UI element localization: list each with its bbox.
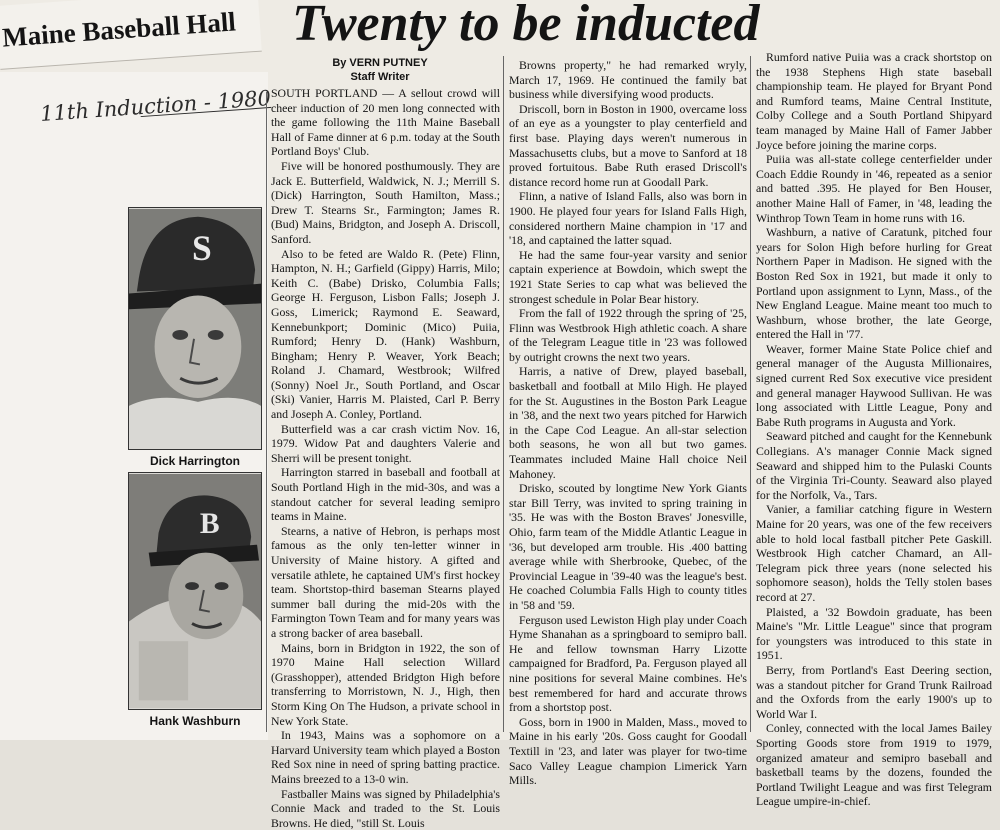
article-paragraph: In 1943, Mains was a sophomore on a Harvard University team which played a Boston Red Sox nine in need of spring batting practice. Mains breezed to a 13-0 win. [271,728,500,786]
article-paragraph: Ferguson used Lewiston High play under Coach Hyme Shanahan as a springboard to semipro ball. He and fellow townsman Harry Lizotte campaigned for Bradford, Pa. Ferguson played all nine positions for several Maine combines. He's best remembered for hard and accurate throws from a shortstop post. [509,613,747,715]
article-paragraph: Fastballer Mains was signed by Philadelphia's Connie Mack and traded to the St. Louis Browns. He died, "still St. Louis [271,787,500,830]
photo-caption: Hank Washburn [128,714,262,728]
article-paragraph: Browns property," he had remarked wryly, March 17, 1969. He continued the family bat business while diversifying wood products. [509,58,747,102]
article-paragraph: From the fall of 1922 through the spring of '25, Flinn was Westbrook High athletic coach. A share of the Telegram League title in '23 was followed by outright crowns the next two years. [509,306,747,364]
article-paragraph: Stearns, a native of Hebron, is perhaps most famous as the only ten-letter winner in University of Maine history. A gifted and versatile athlete, he captained UM's first hockey team. Shortstop-third baseman Stearns played summer ball during the mid-20s with the Farmington Town Team and for many years was a strong backer of area baseball. [271,524,500,641]
article-paragraph: He had the same four-year varsity and senior captain experience at Bowdoin, which swept the 1921 State Series to cap what was believed the strongest schedule in Polar Bear history. [509,248,747,306]
article-column [271,86,500,736]
article-paragraph: Butterfield was a car crash victim Nov. 16, 1979. Widow Pat and daughters Valerie and Sherri will be present tonight. [271,422,500,466]
photo-caption: Dick Harrington [128,454,262,468]
article-paragraph: Drisko, scouted by longtime New York Giants star Bill Terry, was invited to spring training in '35. He was with the Boston Braves' Jonesville, Ohio, farm team of the Middle Atlantic League in '36, but developed arm trouble. His .400 batting average while with Sherbrooke, Quebec, of the Provincial League in '39-40 was the league's best. He coached Columbia Falls High to county titles in '58 and '59. [509,481,747,612]
article-paragraph: Weaver, former Maine State Police chief and general manager of the Augusta Millionaires, signed current Red Sox executive vice president and general manager Haywood Sullivan. He was long associated with Little League, Pony and Babe Ruth programs in Augusta and York. [756,342,992,430]
svg-text:S: S [192,228,212,268]
column-rule [266,92,267,732]
column-rule [503,56,504,732]
article-paragraph: Mains, born in Bridgton in 1922, the son of 1970 Maine Hall selection Willard (Grasshopper), attended Bridgton High before transferring to Morristown, N. J., High, then Storm King On The Hudson, a private school in New York State. [271,641,500,729]
handwritten-note-text: 11th Induction - 1980 [39,86,271,126]
player-photo [128,472,262,710]
column-rule [750,56,751,732]
player-portrait-icon [129,208,261,449]
article-paragraph: Five will be honored posthumously. They are Jack E. Butterfield, Waldwick, N. J.; Merrill S. (Dick) Harrington, South Hamilton, Mass.; Drew T. Stearns Sr., Farmington; James R. (Bud) Mains, Bridgton, and Joseph A. Driscoll, Sanford. [271,159,500,247]
article-paragraph: Seaward pitched and caught for the Kennebunk Collegians. A's manager Connie Mack signed Seaward and shipped him to the Pulaski Counts of the Virginia Tri-County. Seaward also played for the Norfolk, Va., Tars. [756,429,992,502]
byline [300,56,460,84]
article-paragraph: Rumford native Puiia was a crack shortstop on the 1938 Stephens High state baseball championship team. He played for Bryant Pond and Rumford teams, Maine Central Institute, Colby College and a South Portland Shipyard team managed by Maine Hall of Famer Jabber Joyce before joining the marine corps. [756,50,992,152]
article-paragraph: Goss, born in 1900 in Malden, Mass., moved to Maine in his early '20s. Goss caught for Goodall Textill in '23, and later was player for two-time Saco Valley League champion Limerick Yarn Mills. [509,715,747,788]
article-paragraph: Puiia was all-state college centerfielder under Coach Eddie Roundy in '46, repeated as a senior and batted .395. He played for Ben Houser, another Maine Hall of Famer, in '48, leading the Winthrop Town Team in home runs with 16. [756,152,992,225]
article-paragraph: Also to be feted are Waldo R. (Pete) Flinn, Hampton, N. H.; Garfield (Gippy) Harris, Milo; Keith C. (Babe) Drisko, Columbia Falls; George H. Ferguson, Lisbon Falls; Joseph J. Goss, Limerick; Raymond E. Seaward, Kennebunkport; Dominic (Mico) Puiia, Rumford; Henry D. (Hank) Washburn, Bingham; Henry P. Weaver, York Beach; Roland J. Chamard, Westbrook; Wilfred (Sonny) Noel Jr., South Portland, and Oscar (Ski) Vanier, Harris M. Plaisted, Carl P. Berry and Joseph A. Conley, Portland. [271,247,500,422]
article-paragraph: Berry, from Portland's East Deering section, was a standout pitcher for Grand Trunk Railroad and the Oxfords from the early 1900's up to World War I. [756,663,992,721]
headline: Twenty to be inducted [292,0,992,54]
article-paragraph: SOUTH PORTLAND — A sellout crowd will cheer induction of 20 men long connected with the game following the 11th Maine Baseball Hall of Fame dinner at 6 p.m. today at the South Portland Boys' Club. [271,86,500,159]
svg-text:B: B [200,508,220,540]
article-paragraph: Vanier, a familiar catching figure in Western Maine for 20 years, was one of the few receivers able to hold local fastball pitcher Pete Gaskill. Westbrook High catcher Chamard, an All-Telegram pick three years (none selected his sophomore season), holds the Telly stolen bases record at 27. [756,502,992,604]
article-paragraph: Harris, a native of Drew, played baseball, basketball and football at Milo High. He played for the St. Augustines in the Boston Park League in '38, and the next two years pitched for Harwich in the Cape Cod League. An all-star selection both seasons, he won all but two games. Teammates included Maine Hall choice Neil Mahoney. [509,364,747,481]
article-paragraph: Conley, connected with the local James Bailey Sporting Goods store from 1919 to 1979, organized amateur and semipro baseball and basketball teams by the dozens, founded the Portland Twilight League and was first Telegram League umpire-in-chief. [756,721,992,809]
player-portrait-icon [129,473,261,709]
section-label: Maine Baseball Hall [0,0,262,70]
article-paragraph: Washburn, a native of Caratunk, pitched four years for Solon High before hurling for Great Northern Paper in Madison. He signed with the Boston Red Sox in 1921, but made it only to Portland upon assignment to Lynn, Mass., of the New England League. Maine meant too much to Washburn, whose brother, the late George, entered the Hall in '77. [756,225,992,342]
article-paragraph: Plaisted, a '32 Bowdoin graduate, has been Maine's "Mr. Little League" since that program for youngsters was introduced to this state in 1951. [756,605,992,663]
player-photo [128,207,262,450]
article-paragraph: Flinn, a native of Island Falls, also was born in 1900. He played four years for Island Falls High, considered northern Maine champion in '17 and '18, and captained the latter squad. [509,189,747,247]
byline-author: By VERN PUTNEY [300,56,460,70]
article-paragraph: Harrington starred in baseball and football at South Portland High in the mid-30s, and was a standout catcher for several leading semipro teams in Maine. [271,465,500,523]
byline-role: Staff Writer [300,70,460,84]
article-column [756,50,992,738]
article-column [509,58,747,738]
article-paragraph: Driscoll, born in Boston in 1900, overcame loss of an eye as a youngster to play centerfield and first base. Playing days weren't numerous in Massachusetts clubs, but a move to Sanford at 18 proved fortuitous. Babe Ruth erased Driscoll's distance record home run at Goodall Park. [509,102,747,190]
